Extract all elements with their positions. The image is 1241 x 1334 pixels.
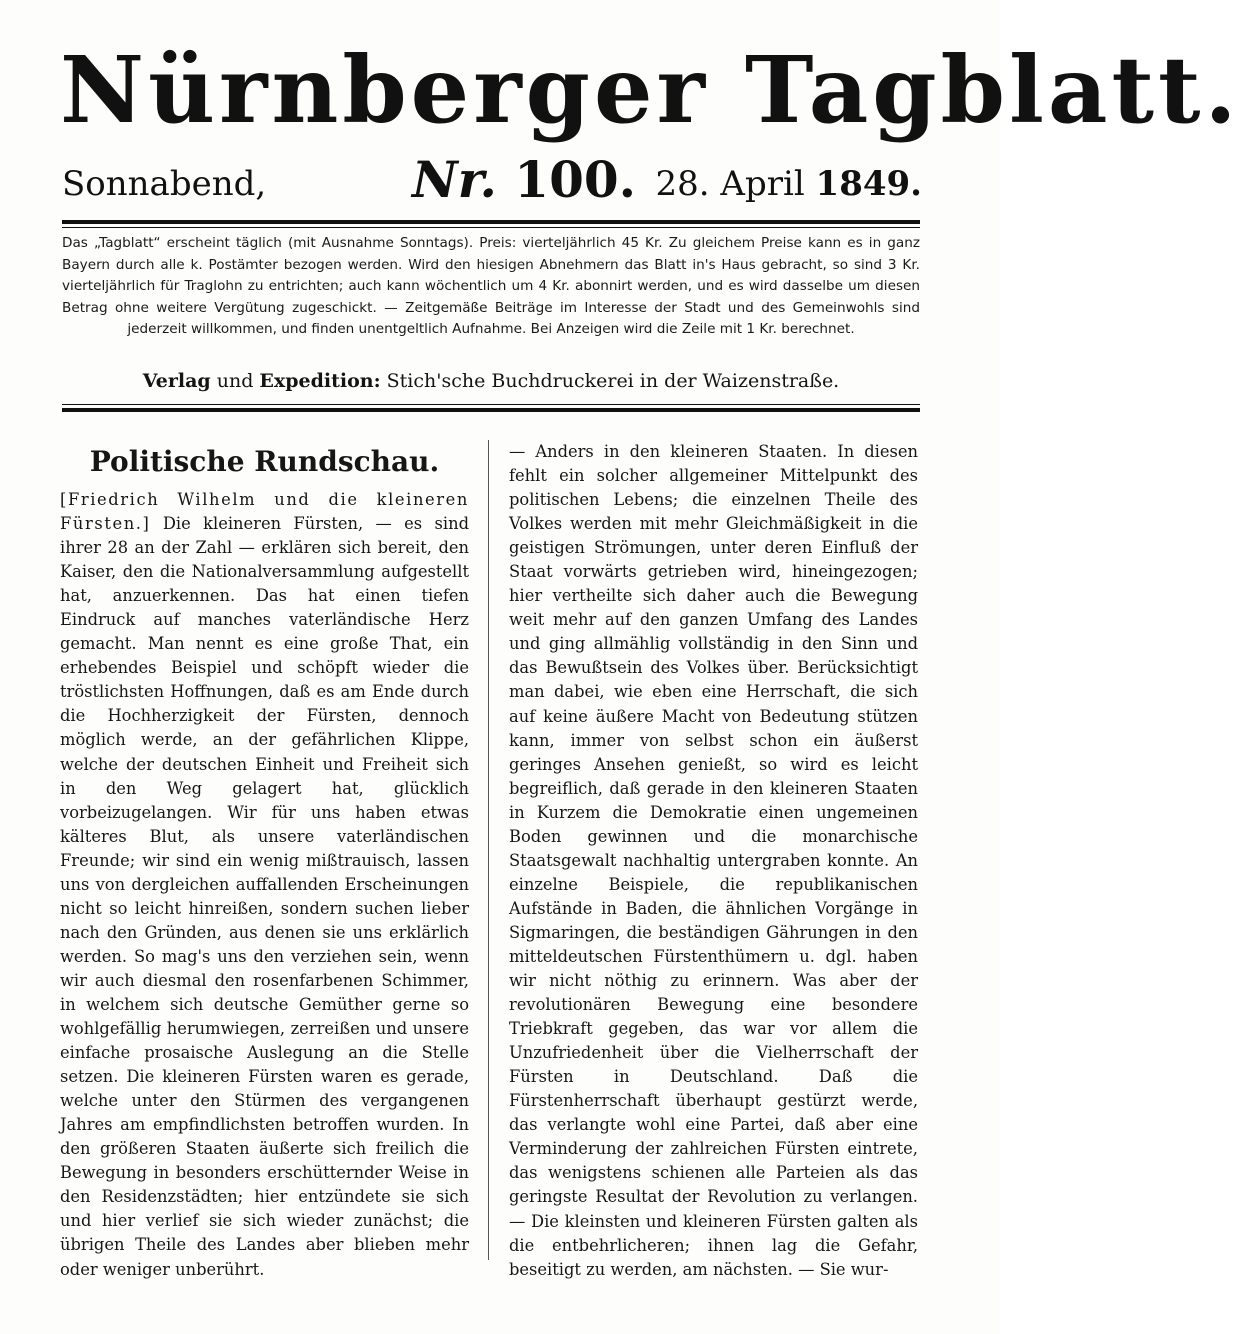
weekday: Sonnabend, — [62, 164, 267, 204]
section-title: Politische Rundschau. — [89, 445, 440, 478]
imprint-expedition: Expedition: — [259, 370, 381, 392]
dateline — [62, 150, 922, 210]
imprint-line — [62, 370, 920, 392]
subscription-notice: Das „Tagblatt“ erscheint täglich (mit Ausnahme Sonntags). Preis: vierteljährlich 45 Kr. Zu gleichem Preise kann es in ganz Bayern durch alle k. Postämter bezogen werden. Wird den hiesigen Abnehmern das Blatt in's Haus gebracht, so sind 3 Kr. vierteljährlich für Traglohn zu entrichten; auch kann wöchentlich um 4 Kr. abonnirt werden, und es wird dasselbe um diesen Betrag ohne weitere Vergütung zugeschickt. — Zeitgemäße Beiträge im Interesse der Stadt und des Gemeinwohls sind jederzeit willkommen, und finden unentgeltlich Aufnahme. Bei Anzeigen wird die Zeile mit 1 Kr. berechnet. — [62, 235, 920, 337]
issue-day-month: 28. April — [655, 164, 805, 204]
imprint-rule-thick — [62, 408, 920, 412]
issue-value: 100. — [514, 150, 637, 209]
article-body-left: Die kleineren Fürsten, — es sind ihrer 28 an der Zahl — erklären sich bereit, den Kaiser, den die Nationalversammlung aufgestellt hat, anzuerkennen. Das hat einen tiefen Eindruck auf manches vaterländische Herz gemacht. Man nennt es eine große That, ein erhebendes Beispiel und schöpft wieder die tröstlichsten Hoffnungen, daß es am Ende durch die Hochherzigkeit der Fürsten, dennoch möglich werde, an der gefährlichen Klippe, welche der deutschen Einheit und Freiheit sich in den Weg gelagert hat, glücklich vorbeizugelangen. Wir für uns haben etwas kälteres Blut, als unsere vaterländischen Freunde; wir sind ein wenig mißtrauisch, lassen uns von dergleichen auffallenden Erscheinungen nicht so leicht hinreißen, sondern suchen lieber nach den Gründen, aus denen sie uns erklärlich werden. So mag's uns den verziehen sein, wenn wir auch diesmal den rosenfarbenen Schimmer, in welchem sich deutsche Gemüther gerne so wohlgefällig herumwiegen, zerreißen und unsere einfache prosaische Auslegung an die Stelle setzen. Die kleineren Fürsten waren es gerade, welche unter den Stürmen des vergangenen Jahres am empfindlichsten betroffen wurden. In den größeren Staaten äußerte sich freilich die Bewegung in besonders erschütternder Weise in den Residenzstädten; hier entzündete sie sich und hier verlief sie sich wieder zunächst; die übrigen Theile des Landes aber blieben mehr oder weniger unberührt. — [60, 514, 469, 1279]
column-divider — [488, 440, 489, 1260]
imprint-rule-thin — [62, 404, 920, 405]
imprint-und: und — [216, 370, 254, 392]
header-rule-thick — [62, 220, 920, 224]
article-column-left — [60, 440, 469, 1282]
article-column-right — [509, 440, 918, 1282]
newspaper-masthead: Nürnberger Tagblatt. — [60, 36, 1241, 144]
article-heading: [Friedrich Wilhelm und die kleineren Fürsten.] — [60, 490, 469, 534]
issue-year: 1849. — [815, 164, 922, 204]
header-rule-thin — [62, 227, 920, 228]
issue-prefix: Nr. — [412, 150, 497, 209]
imprint-verlag: Verlag — [142, 370, 211, 392]
issue-date — [656, 164, 922, 204]
article-body-right: — Anders in den kleineren Staaten. In diesen fehlt ein solcher allgemeiner Mittelpunkt des politischen Lebens; die einzelnen Theile des Volkes werden mit mehr Gleichmäßigkeit in die geistigen Strömungen, unter deren Einfluß der Staat vorwärts getrieben wird, hineingezogen; hier vertheilte sich daher auch die Bewegung weit mehr auf den ganzen Umfang des Landes und ging allmählig vollständig in den Sinn und das Bewußtsein des Volkes über. Berücksichtigt man dabei, wie eben eine Herrschaft, die sich auf keine äußere Macht von Bedeutung stützen kann, immer von selbst schon ein äußerst geringes Ansehen genießt, so wird es leicht begreiflich, daß gerade in den kleineren Staaten in Kurzem die Demokratie einen ungemeinen Boden gewinnen und die monarchische Staatsgewalt nachhaltig untergraben konnte. An einzelne Beispiele, die republikanischen Aufstände in Baden, die ähnlichen Vorgänge in Sigmaringen, die beständigen Gährungen in den mitteldeutschen Fürstenthümern u. dgl. haben wir nicht nöthig zu erinnern. Was aber der revolutionären Bewegung eine besondere Triebkraft gegeben, das war vor allem die Unzufriedenheit über die Vielherrschaft der Fürsten in Deutschland. Daß die Fürstenherrschaft überhaupt gestürzt werde, das verlangte wohl eine Partei, daß aber eine Verminderung der zahlreichen Fürsten eintrete, das wenigstens schienen alle Parteien als das geringste Resultat der Revolution zu verlangen. — Die kleinsten und kleineren Fürsten galten als die entbehrlicheren; ihnen lag die Gefahr, beseitigt zu werden, am nächsten. — Sie wur- — [509, 442, 918, 1279]
issue-number — [412, 150, 636, 209]
article-text-left — [60, 488, 469, 1282]
imprint-printer: Stich'sche Buchdruckerei in der Waizenstraße. — [386, 370, 840, 392]
